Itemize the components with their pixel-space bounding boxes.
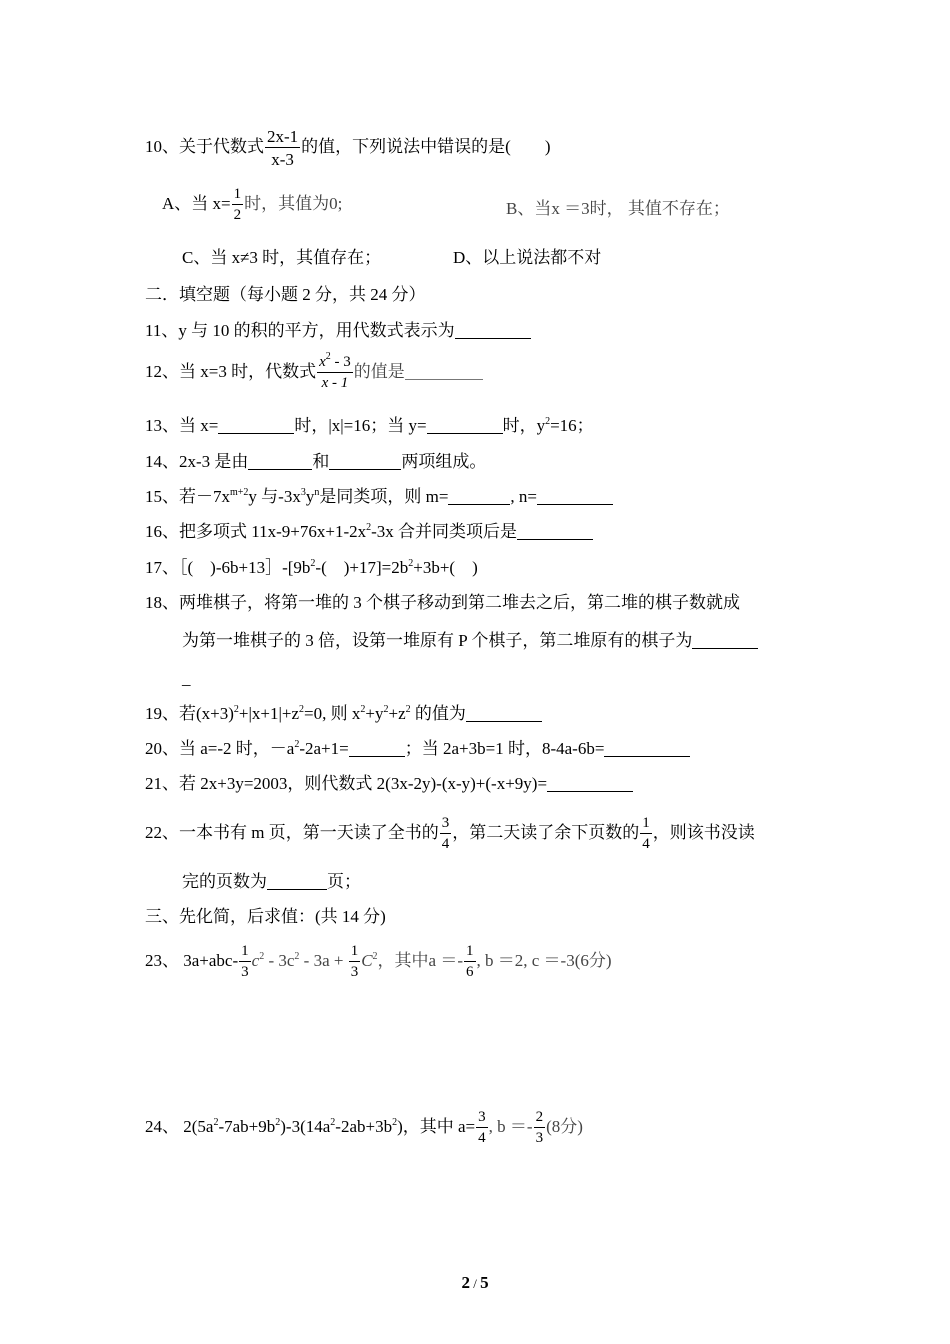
q23-part-4: - 3a + <box>299 950 348 970</box>
q18-line-2-text: 为第一堆棋子的 3 倍，设第一堆原有 P 个棋子，第二堆原有的棋子为 <box>182 631 693 650</box>
q22-fraction-1 <box>440 816 452 852</box>
q23-label: 23、 <box>145 950 179 970</box>
q20-blank-2[interactable] <box>604 740 690 757</box>
section-2-heading: 二．填空题（每小题 2 分，共 24 分） <box>145 285 426 304</box>
q22-fraction-2 <box>640 816 652 852</box>
q19-exp-3: 2 <box>360 704 366 715</box>
q12-num-base: x <box>319 354 326 370</box>
q20-part-1: 20、当 a=-2 时，－a <box>145 739 295 758</box>
q22-fraction-2-num: 1 <box>640 816 652 834</box>
q10-option-a-suffix: 时，其值为0; <box>244 193 343 213</box>
q10-option-d: D、以上说法都不对 <box>453 248 602 267</box>
q13-part-4: =16； <box>550 416 594 435</box>
q21-part-1: 21、若 2x+3y=2003，则代数式 2(3x-2y)-(x-y)+(-x+9y)= <box>145 774 548 793</box>
q19-exp-2: 2 <box>299 704 305 715</box>
q23-fraction-1 <box>239 944 251 980</box>
q19-exp-1: 2 <box>233 704 239 715</box>
q23-part-3: - 3c <box>264 950 295 970</box>
q12-frac-den: x - 1 <box>321 375 349 391</box>
q13-exponent: 2 <box>545 416 551 427</box>
q19-exp-4: 2 <box>383 704 389 715</box>
q12-fraction <box>317 351 353 391</box>
q12-frac-num <box>317 351 353 373</box>
q10-option-c: C、当 x≠3 时，其值存在； <box>182 248 382 267</box>
q19-part-4: +y <box>365 704 384 723</box>
q23-fraction-2-den: 3 <box>350 964 359 980</box>
q24-part-6: , b ＝- <box>488 1116 533 1136</box>
q10-prefix: 10、关于代数式 <box>145 136 264 156</box>
q11-answer-blank[interactable] <box>455 322 531 339</box>
q19-part-5: +z <box>388 704 406 723</box>
q20-exp-1: 2 <box>294 739 300 750</box>
q24-exp-2: 2 <box>275 1116 281 1128</box>
question-12 <box>145 351 483 391</box>
q19-part-3: =0, 则 x <box>304 704 361 723</box>
q14-blank-2[interactable] <box>329 453 401 470</box>
q23-fraction-1-den: 3 <box>241 964 249 980</box>
q22-fraction-1-num: 3 <box>440 816 452 834</box>
q23-part-1: 3a+abc- <box>183 950 239 970</box>
q24-part-2: -7ab+9b <box>218 1116 276 1136</box>
q20-part-3: ；当 2a+3b=1 时，8-4a-6b= <box>404 739 605 758</box>
q15-exp-1: m+2 <box>230 487 249 498</box>
q17-part-2: -( )+17]=2b <box>315 558 409 577</box>
q23-fraction-3 <box>464 944 476 980</box>
q22-part-1: 22、一本书有 m 页，第一天读了全书的 <box>145 822 439 842</box>
q23-fraction-3-num: 1 <box>464 944 476 962</box>
question-11 <box>145 320 531 342</box>
question-22-line-2 <box>182 871 361 893</box>
q15-blank-n[interactable] <box>537 488 613 505</box>
q23-fraction-2-num: 1 <box>349 944 361 962</box>
question-17 <box>145 557 478 579</box>
question-23 <box>145 944 612 980</box>
q23-exp-5: 2 <box>372 950 378 962</box>
q15-part-3: y <box>305 487 315 506</box>
q10-option-a-den: 2 <box>233 207 242 223</box>
q24-fraction-1-num: 3 <box>476 1110 488 1128</box>
q24-exp-4: 2 <box>392 1116 398 1128</box>
q24-fraction-1 <box>476 1110 488 1146</box>
q11-text: 11、y 与 10 的积的平方，用代数式表示为 <box>145 321 455 340</box>
q22-part-2: ，第二天读了余下页数的 <box>452 822 640 842</box>
q21-answer-blank[interactable] <box>547 775 633 792</box>
q14-part-3: 两项组成。 <box>401 452 487 471</box>
q12-num-exp: 2 <box>325 351 331 362</box>
q20-blank-1[interactable] <box>349 740 405 757</box>
q23-exp-2: 2 <box>259 950 265 962</box>
q23-part-6: ，其中a ＝- <box>377 950 464 970</box>
q10-suffix: 的值，下列说法中错误的是( ) <box>301 136 551 156</box>
q17-part-3: +3b+( ) <box>413 558 478 577</box>
q16-part-2: -3x 合并同类项后是 <box>371 522 518 541</box>
question-21 <box>145 773 633 795</box>
q10-option-a-num: 1 <box>232 187 244 205</box>
q15-exp-3: n <box>314 487 320 498</box>
q24-fraction-1-den: 4 <box>478 1130 486 1146</box>
q10-frac-num: 2x-1 <box>267 127 299 146</box>
q14-blank-1[interactable] <box>248 453 312 470</box>
q16-exp-1: 2 <box>366 522 372 533</box>
q19-part-6: 的值为 <box>410 704 466 723</box>
q12-suffix: 的值是 <box>353 361 405 381</box>
section-3-heading: 三、先化简，后求值：(共 14 分) <box>145 907 386 926</box>
question-18-line-2 <box>182 630 758 652</box>
page-current: 2 <box>461 1273 470 1292</box>
page-separator: / <box>469 1276 481 1291</box>
q18-answer-blank[interactable] <box>692 632 758 649</box>
q13-blank-1[interactable] <box>218 417 294 434</box>
q24-part-7: (8分) <box>546 1116 583 1136</box>
q22-part-3: ，则该书没读 <box>652 822 755 842</box>
q24-fraction-2-den: 3 <box>535 1130 544 1146</box>
q23-fraction-3-den: 6 <box>466 964 474 980</box>
q10-option-a-prefix: A、当 x= <box>162 193 231 213</box>
question-15 <box>145 486 613 508</box>
q24-fraction-2 <box>534 1110 546 1146</box>
q19-exp-5: 2 <box>405 704 411 715</box>
q23-fraction-2 <box>349 944 361 980</box>
q10-option-a <box>162 187 342 223</box>
q13-part-3: 时，y <box>502 416 546 435</box>
q22-fraction-2-den: 4 <box>642 836 650 852</box>
q24-exp-1: 2 <box>213 1116 219 1128</box>
q24-part-3: )-3(14a <box>280 1116 331 1136</box>
q23-fraction-1-num: 1 <box>239 944 251 962</box>
q10-option-b: B、当x ＝3时， 其值不存在； <box>506 199 730 218</box>
q23-part-5: C <box>361 950 373 970</box>
q24-part-4: -2ab+3b <box>335 1116 393 1136</box>
question-18-line-1: 18、两堆棋子，将第一堆的 3 个棋子移动到第二堆去之后，第二堆的棋子数就成 <box>145 593 740 612</box>
q16-answer-blank[interactable] <box>517 523 593 540</box>
page-total: 5 <box>480 1273 489 1292</box>
question-18-line-3: _ <box>182 669 191 688</box>
question-22-line-1 <box>145 816 755 852</box>
q13-part-2: 时，|x|=16；当 y= <box>294 416 427 435</box>
q10-option-a-fraction <box>232 187 244 223</box>
q22-fraction-1-den: 4 <box>441 836 450 852</box>
q15-exp-2: 3 <box>300 487 306 498</box>
q14-part-1: 14、2x-3 是由 <box>145 452 249 471</box>
question-19 <box>145 703 542 725</box>
q14-part-2: 和 <box>312 452 330 471</box>
q22-line-2-b: 页； <box>327 872 361 891</box>
q19-part-1: 19、若(x+3) <box>145 704 234 723</box>
q12-answer-blank[interactable] <box>405 363 483 380</box>
question-20 <box>145 738 690 760</box>
q23-part-2: c <box>251 950 260 970</box>
q17-exp-2: 2 <box>408 558 414 569</box>
q22-line-2-a: 完的页数为 <box>182 872 267 891</box>
q15-part-5: , n= <box>510 487 537 506</box>
q15-blank-m[interactable] <box>448 488 510 505</box>
q19-part-2: +|x+1|+z <box>238 704 300 723</box>
q12-num-rest: - 3 <box>330 354 351 370</box>
q13-blank-2[interactable] <box>427 417 503 434</box>
q24-exp-3: 2 <box>330 1116 336 1128</box>
q19-answer-blank[interactable] <box>466 705 542 722</box>
q22-answer-blank[interactable] <box>267 873 327 890</box>
q23-exp-3: 2 <box>294 950 300 962</box>
q12-prefix: 12、当 x=3 时，代数式 <box>145 361 317 381</box>
question-16 <box>145 521 593 543</box>
question-24 <box>145 1110 583 1146</box>
q23-part-7: , b ＝2, c ＝-3(6分) <box>476 950 612 970</box>
q20-part-2: -2a+1= <box>299 739 349 758</box>
page-number <box>0 1273 950 1293</box>
q17-part-1: 17、［( )-6b+13］-[9b <box>145 558 311 577</box>
q24-label: 24、 <box>145 1116 179 1136</box>
q13-part-1: 13、当 x= <box>145 416 219 435</box>
question-13 <box>145 415 594 437</box>
question-10 <box>145 128 551 168</box>
q10-fraction <box>265 128 300 168</box>
q15-part-4: 是同类项，则 m= <box>319 487 449 506</box>
q15-part-2: y 与-3x <box>248 487 301 506</box>
q10-frac-den: x-3 <box>271 150 294 169</box>
question-14 <box>145 451 486 473</box>
q17-exp-1: 2 <box>310 558 316 569</box>
q24-fraction-2-num: 2 <box>534 1110 546 1128</box>
q15-part-1: 15、若－7x <box>145 487 230 506</box>
q24-part-1: 2(5a <box>183 1116 214 1136</box>
q16-part-1: 16、把多项式 11x-9+76x+1-2x <box>145 522 367 541</box>
q24-part-5: )，其中 a= <box>397 1116 476 1136</box>
